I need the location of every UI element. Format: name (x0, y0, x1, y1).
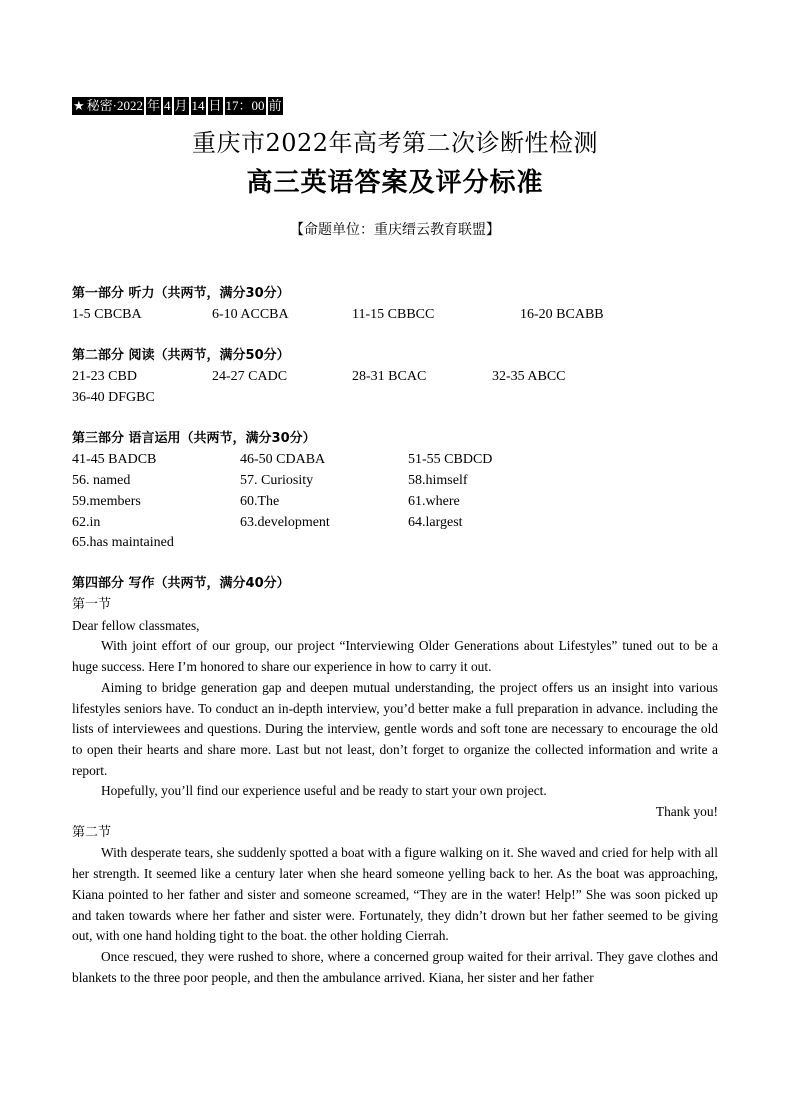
part3-answer: 65.has maintained (72, 535, 174, 550)
part1-answer: 1-5 CBCBA (72, 307, 142, 322)
secret-year-char: 年 (147, 98, 161, 113)
part3-answer: 61.where (408, 494, 460, 509)
part3-answer: 62.in (72, 515, 101, 530)
story-paragraph: With desperate tears, she suddenly spotted a boat with a figure walking on it. She waved and cried for help with all her strength. It seemed like a century later when she heard someone yelling back to her. As the boat was approaching, Kiana pointed to her father and sister and someone screamed, “They are in the water! Help!” She was soon picked up and taken towards where her father and sister were. Fortunately, they didn’t drown but her father seemed to be giving out, with one hand holding tight to the boat. the other holding Cierrah. (72, 845, 718, 944)
part3-answer: 57. Curiosity (240, 473, 314, 488)
secret-month-char: 月 (174, 98, 188, 113)
section1-label: 第一节 (72, 597, 112, 612)
part2-answer: 36-40 DFGBC (72, 390, 155, 405)
part1-heading: 第一部分 听力（共两节，满分30分） (72, 286, 290, 301)
part3-answer: 63.development (240, 515, 330, 530)
letter-closing: Thank you! (655, 804, 718, 820)
secret-day-char: 日 (208, 98, 222, 113)
writing-section (72, 595, 718, 988)
part3-answer: 56. named (72, 473, 131, 488)
part3-heading: 第三部分 语言运用（共两节，满分30分） (72, 431, 316, 446)
part3-answer: 41-45 BADCB (72, 452, 157, 467)
confidential-stamp (72, 97, 283, 115)
story-paragraph: Once rescued, they were rushed to shore, where a concerned group waited for their arrival. They gave clothes and blankets to the three poor people, and then the ambulance arrived. Kiana, her sister and her father (72, 948, 718, 985)
letter-paragraph: Hopefully, you’ll find our experience useful and be ready to start your own project. (101, 783, 547, 799)
part3-answer: 46-50 CDABA (240, 452, 326, 467)
secret-before-char: 前 (268, 98, 282, 113)
star-icon: ★ (73, 98, 85, 113)
letter-paragraph: Aiming to bridge generation gap and deepen mutual understanding, the project offers us an insight into various lifestyles seniors have. To conduct an in-depth interview, you’d better make a full preparation in advance. including the lists of interviewees and questions. During the interview, gentle words and soft tone are necessary to encourage the old to open their hearts and share more. Last but not least, don’t forget to organize the collected information and write a report. (72, 679, 718, 778)
secret-day: 14 (191, 98, 205, 113)
part3-answer: 64.largest (408, 515, 463, 530)
section2-label: 第二节 (72, 824, 112, 840)
part2-heading: 第二部分 阅读（共两节，满分50分） (72, 348, 290, 363)
part4-heading: 第四部分 写作（共两节，满分40分） (72, 576, 290, 591)
part3-answer: 60.The (240, 494, 280, 509)
part2-answer: 32-35 ABCC (492, 369, 566, 384)
part3-answer: 59.members (72, 494, 141, 509)
letter-paragraph: With joint effort of our group, our project “Interviewing Older Generations about Lifestyles” tuned out to be a huge success. Here I’m honored to share our experience in how to carry it out. (72, 638, 718, 675)
secret-text: 秘密·2022 (86, 98, 143, 113)
issuing-unit: 【命题单位：重庆缙云教育联盟】 (290, 222, 500, 238)
letter-greeting: Dear fellow classmates, (72, 617, 200, 633)
part2-answer: 28-31 BCAC (352, 369, 427, 384)
secret-time: 17：00 (225, 98, 265, 113)
part3-answer: 51-55 CBDCD (408, 452, 493, 467)
secret-month: 4 (164, 98, 171, 113)
page-title: 重庆市2022年高考第二次诊断性检测 (191, 129, 599, 157)
part3-answer: 58.himself (408, 473, 468, 488)
part1-answer: 16-20 BCABB (520, 307, 604, 322)
page-subtitle: 高三英语答案及评分标准 (246, 168, 544, 198)
part1-answer: 6-10 ACCBA (212, 307, 289, 322)
part2-answer: 21-23 CBD (72, 369, 137, 384)
part1-answer: 11-15 CBBCC (352, 307, 435, 322)
part2-answer: 24-27 CADC (212, 369, 288, 384)
